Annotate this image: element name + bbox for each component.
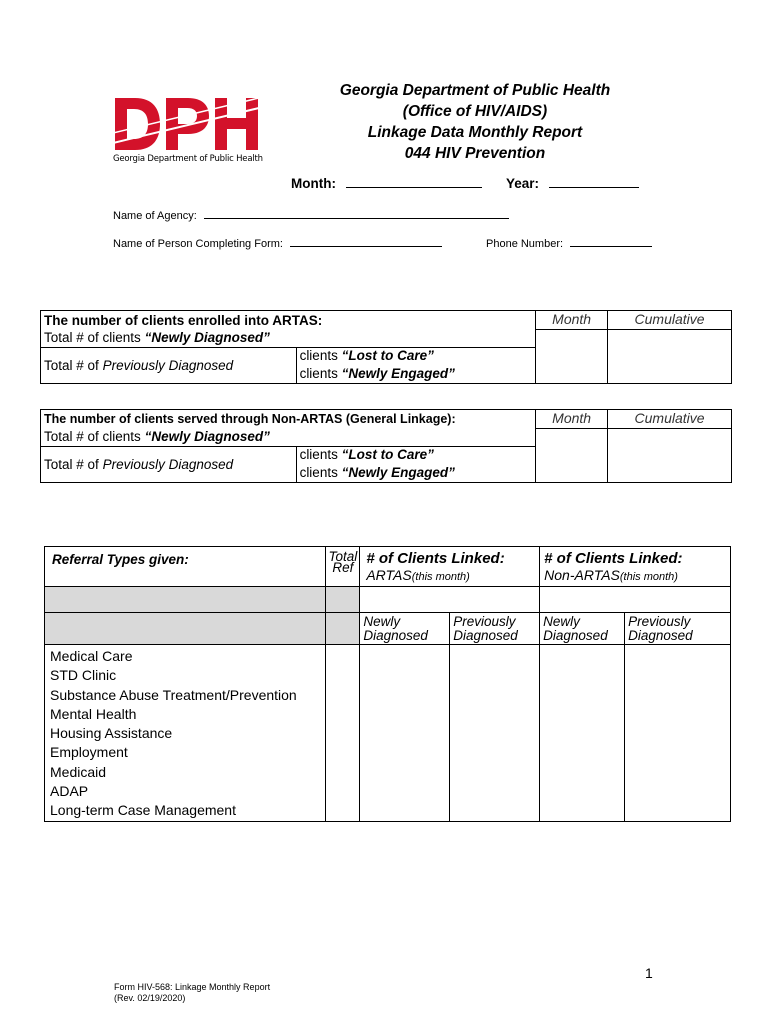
month-field[interactable] (346, 176, 482, 188)
artas-col-cumulative: Cumulative (608, 311, 732, 330)
referral-types-list (45, 645, 326, 822)
year-label: Year: (506, 176, 540, 191)
artas-cumulative-cell[interactable] (608, 330, 732, 384)
page-number: 1 (645, 965, 653, 981)
nonartas-cumulative-cell[interactable] (608, 429, 732, 483)
nonartas-linked-head: # of Clients Linked: (544, 550, 683, 567)
header-line-1: Georgia Department of Public Health (339, 82, 611, 99)
agency-label: Name of Agency: (113, 210, 197, 222)
referral-table: Referral Types given: Total Ref # of Clients Linked: ARTAS(this month) # of Clients Linked: Non-ARTAS(this month) Newly Diagnosed Previously Diagnosed Newly Diagnosed Previously Diagnosed Medical Care STD Clinic Substance Abuse Treatment/Prevention Mental Health Housing Assistance Employment Medicaid ADAP Long-term Case Management (44, 546, 731, 822)
year-field[interactable] (549, 176, 639, 188)
month-label: Month: (291, 176, 336, 191)
artas-linked-head: # of Clients Linked: (366, 550, 505, 567)
total-ref-cell[interactable] (326, 645, 360, 822)
referral-row: Mental Health (50, 705, 137, 722)
referral-row: STD Clinic (50, 667, 117, 684)
referral-row: Long-term Case Management (50, 802, 236, 819)
nonartas-title: The number of clients served through Non-ARTAS (General Linkage): (44, 412, 456, 426)
nonartas-previously-cell[interactable] (625, 645, 731, 822)
gray-spacer (45, 587, 326, 613)
referral-title: Referral Types given: (45, 547, 326, 587)
nonartas-month-cell[interactable] (536, 429, 608, 483)
referral-row: Medical Care (50, 648, 133, 664)
phone-field[interactable] (570, 235, 652, 247)
header-line-2: (Office of HIV/AIDS) (402, 103, 548, 120)
nonartas-col-month: Month (536, 410, 608, 429)
logo-subtitle: Georgia Department of Public Health (113, 154, 263, 164)
referral-row: ADAP (50, 783, 89, 800)
nonartas-newly-cell[interactable] (540, 645, 625, 822)
footer-rev: (Rev. 02/19/2020) (114, 993, 186, 1003)
artas-table: The number of clients enrolled into ARTAS: Month Cumulative Total # of clients “Newly Diagnosed” Total # of Previously Diagnosed clients “Lost to Care” clients “Newly Engaged” (40, 310, 732, 384)
header-line-3: Linkage Data Monthly Report (367, 124, 583, 141)
nonartas-table: The number of clients served through Non-ARTAS (General Linkage): Month Cumulative Total # of clients “Newly Diagnosed” Total # of Previously Diagnosed clients “Lost to Care” clients “Newly Engaged” (40, 409, 732, 483)
referral-row: Substance Abuse Treatment/Prevention (50, 686, 297, 703)
person-label: Name of Person Completing Form: (113, 238, 283, 250)
phone-label: Phone Number: (486, 238, 564, 250)
artas-newly-cell[interactable] (360, 645, 450, 822)
header-line-4: 044 HIV Prevention (404, 145, 546, 162)
referral-row: Housing Assistance (50, 725, 173, 742)
agency-field[interactable] (204, 207, 509, 219)
person-field[interactable] (290, 235, 442, 247)
artas-previously-cell[interactable] (450, 645, 540, 822)
artas-month-cell[interactable] (536, 330, 608, 384)
referral-row: Medicaid (50, 763, 107, 780)
referral-row: Employment (50, 744, 128, 761)
artas-col-month: Month (536, 311, 608, 330)
artas-title: The number of clients enrolled into ARTAS: (44, 313, 323, 328)
nonartas-col-cumulative: Cumulative (608, 410, 732, 429)
footer-form: Form HIV-568: Linkage Monthly Report (114, 982, 271, 992)
